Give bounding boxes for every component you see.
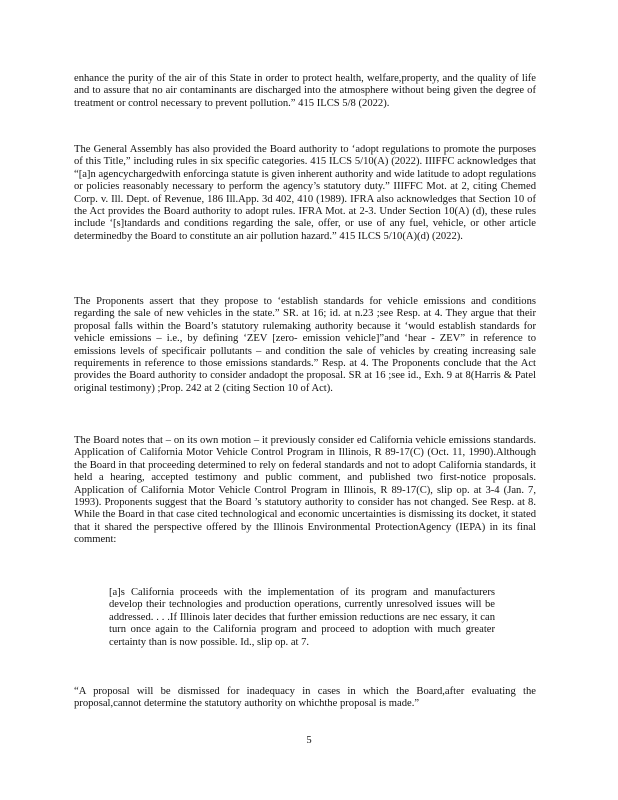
paragraph-purity-of-air: enhance the purity of the air of this State in order to protect health, welfare,property, and the quality of life and to assure that no air contaminants are discharged into the atmosphere without being given the degree of treatment or control necessary to prevent pollution.” 415 ILCS 5/8 (2022). bbox=[74, 73, 536, 109]
closing-paragraph: “A proposal will be dismissed for inadequacy in cases in which the Board,after evaluating the proposal,cannot determine the statutory authority on whichthe proposal is made.” bbox=[74, 686, 536, 710]
paragraph-board-notes: The Board notes that – on its own motion – it previously consider ed California vehicle emissions standards. Application of California Motor Vehicle Control Program in Illinois, R 89-17(C) (Oct. 11, 1990).Although the Board in that proceeding determined to rely on federal standards and not to adopt California standards, it held a hearing, accepted testimony and public comment, and published two first-notice proposals. Application of California Motor Vehicle Control Program in Illinois, R 89-17(C), slip op. at 3-4 (Jan. 7, 1993). Proponents suggest that the Board ’s statutory authority to consider has not changed. See Resp. at 8. While the Board in that case cited technological and economic uncertainties is dismissing its docket, it stated that it shared the perspective offered by the Illinois Environmental ProtectionAgency (IEPA) in its final comment: bbox=[74, 435, 536, 546]
paragraph-general-assembly: The General Assembly has also provided the Board authority to ‘adopt regulations to promote the purposes of this Title,” including rules in six specific categories. 415 ILCS 5/10(A) (2022). IIIFFC acknowledges that “[a]n agencychargedwith enforcinga statute is given inherent authority and wide latitude to adopt regulations or policies reasonably necessary to perform the agency’s statutory duty.” IIIFFC Mot. at 2, citing Chemed Corp. v. Ill. Dept. of Revenue, 186 Ill.App. 3d 402, 410 (1989). IFRA also acknowledges that Section 10 of the Act provides the Board authority to adopt rules. IFRA Mot. at 2-3. Under Section 10(A) (d), these rules include ‘[s]tandards and conditions regarding the sale, offer, or use of any fuel, vehicle, or other article determinedby the Board to constitute an air pollution hazard.” 415 ILCS 5/10(A)(d) (2022). bbox=[74, 144, 536, 242]
block-quote: [a]s California proceeds with the implementation of its program and manufacturers develop their technologies and production operations, currently unresolved issues will be addressed. . . .If Illinois later decides that further emission reductions are nec essary, it can turn once again to the California program and proceed to adoption with much greater certainty than is now possible. Id., slip op. at 7. bbox=[109, 587, 495, 648]
paragraph-proponents-assert: The Proponents assert that they propose to ‘establish standards for vehicle emissions and conditions regarding the sale of new vehicles in the state.” SR. at 16; id. at n.23 ;see Resp. at 4. They argue that their proposal falls within the Board’s statutory rulemaking authority because it ‘would establish standards for vehicle emissions – i.e., by defining ‘ZEV [zero- emission vehicle]”and ‘hear - ZEV” in reference to emissions levels of specificair pollutants – and condition the sale of vehicles by creating increasing sale requirements in reference to those emissions standards.” Resp. at 4. The Proponents conclude that the Act provides the Board authority to consider andadopt the proposal. SR at 16 ;see id., Exh. 9 at 8(Harris & Patel original testimony) ;Prop. 242 at 2 (citing Section 10 of Act). bbox=[74, 296, 536, 394]
page-number: 5 bbox=[306, 735, 312, 746]
